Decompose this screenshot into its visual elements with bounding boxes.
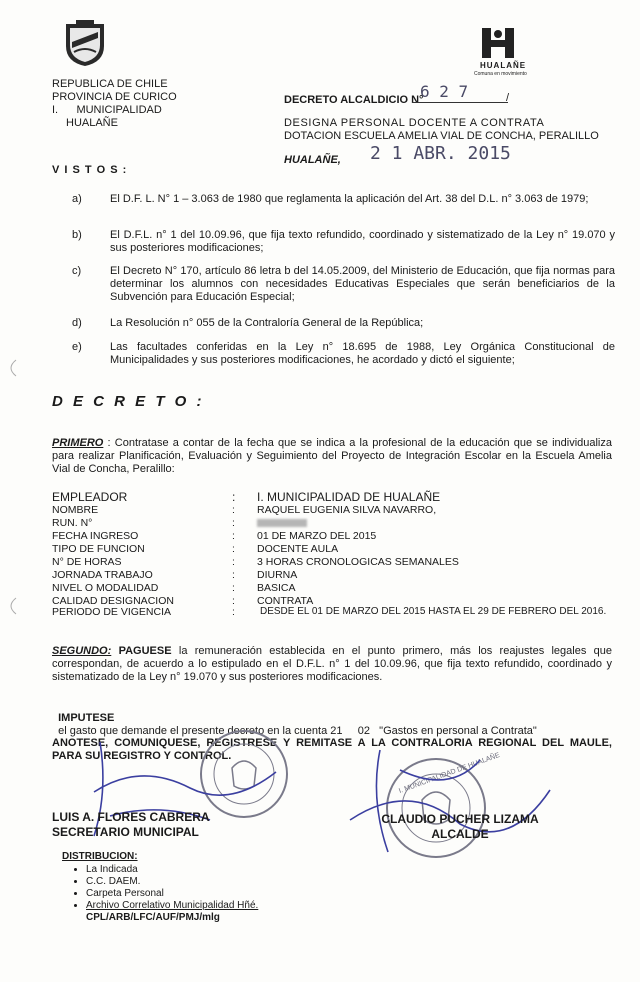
header-line: REPUBLICA DE CHILE [52,78,168,90]
field-row: CALIDAD DESIGNACION : CONTRATA [52,595,314,607]
place-label: HUALAÑE, [284,154,341,166]
segundo-text: la remuneración establecida en el punto primero, más los reajustes legales que correspondan, de acuerdo a lo estipulado en el D.F.L. n° 1 del 10.09.96, que fija texto refundido, coordinado y sistematizado de la Ley n° 19.070 y sus posteriores modificaciones. [52,645,613,683]
header-line: HUALAÑE [66,117,118,129]
field-label: JORNADA TRABAJO [52,569,153,581]
header-line: I. MUNICIPALIDAD [52,104,162,116]
primero-label: PRIMERO [52,437,104,449]
primero-text: : Contratase a contar de la fecha que se indica a la profesional de la educación que se individualiza para realizar Planificación, Evaluación y Seguimiento del Proyecto de Integración Escolar en la Escuela Amelia Vial de Concha, Peralillo: [52,437,612,475]
segundo-label: SEGUNDO: [52,645,112,657]
right-signer-block [372,812,548,842]
field-value: RAQUEL EUGENIA SILVA NAVARRO, [257,504,437,516]
binder-hole-mark [4,358,18,378]
header-left-block [52,78,177,130]
field-row: FECHA INGRESO : 01 DE MARZO DEL 2015 [52,530,377,542]
distribution-initials: CPL/ARB/LFC/AUF/PMJ/mlg [86,912,220,923]
primero-paragraph [52,437,612,476]
decreto-label: DECRETO ALCALDICIO N° [284,94,424,106]
item-letter: a) [72,193,82,205]
decreto-number-slash: / [506,92,510,104]
field-label: TIPO DE FUNCION [52,543,145,555]
imputese-bold: IMPUTESE [58,712,115,724]
subject-line: DOTACION ESCUELA AMELIA VIAL DE CONCHA, PERALILLO [284,130,599,142]
field-label: CALIDAD DESIGNACION [52,595,174,607]
item-letter: d) [72,317,82,329]
distribution-item: • C.C. DAEM. [86,876,258,888]
right-signer-name: CLAUDIO PUCHER LIZAMA [381,812,539,826]
field-row: N° DE HORAS : 3 HORAS CRONOLOGICAS SEMANALES [52,556,459,568]
distribution-title: DISTRIBUCION: [62,851,138,862]
field-label: NIVEL O MODALIDAD [52,582,159,594]
field-value: DIURNA [257,569,298,581]
field-label: N° DE HORAS [52,556,122,568]
field-value: BASICA [257,582,296,594]
right-signer-title: ALCALDE [431,827,489,841]
item-text: El D.F. L. N° 1 – 3.063 de 1980 que reglamenta la aplicación del Art. 38 del D.L. n° 3.063 de 1979; [110,193,589,205]
item-text: Las facultades conferidas en la Ley n° 18.695 de 1988, Ley Orgánica Constitucional de Municipalidades y sus posteriores modificaciones, he acordado y dictó el siguiente; [110,341,615,366]
anotese-paragraph: ANOTESE, COMUNIQUESE, REGISTRESE Y REMITASE A LA CONTRALORIA REGIONAL DEL MAULE, PARA SU REGISTRO Y CONTROL. [52,737,612,762]
decree-date: 2 1 ABR. 2015 [370,143,511,164]
field-value: DOCENTE AULA [257,543,339,555]
distribution-item: • Carpeta Personal [86,888,258,900]
left-signer-block [52,810,210,840]
distribution-block [62,851,258,923]
subject-block [284,117,599,143]
field-row: RUN. N° : [52,517,622,529]
item-text: La Resolución n° 055 de la Contraloría General de la República; [110,317,424,329]
logo-right-subtitle: Comuna en movimiento [474,71,527,77]
distribution-item: • Archivo Correlativo Municipalidad Hñé. [86,900,258,912]
field-label: EMPLEADOR [52,490,128,504]
decreto-number: 6 2 7 [420,82,469,101]
distribution-item: • La Indicada [86,864,258,876]
field-label: PERIODO DE VIGENCIA [52,606,172,618]
item-letter: b) [72,229,82,241]
field-row: NOMBRE : RAQUEL EUGENIA SILVA NAVARRO, [52,504,437,516]
item-text: El D.F.L. n° 1 del 10.09.96, que fija texto refundido, coordinado y sistematizado de la Ley n° 19.070 y sus posteriores modificaciones; [110,229,615,254]
field-value: 01 DE MARZO DEL 2015 [257,530,377,542]
field-label: FECHA INGRESO [52,530,139,542]
item-letter: c) [72,265,82,277]
field-value: DESDE EL 01 DE MARZO DEL 2015 HASTA EL 29 DE FEBRERO DEL 2016. [260,606,607,617]
header-line: PROVINCIA DE CURICO [52,91,177,103]
decreto-title: D E C R E T O : [52,393,205,410]
item-text: El Decreto N° 170, artículo 86 letra b del 14.05.2009, del Ministerio de Educación, que fija normas para determinar los alumnos con necesidades Educativas Especiales que serán beneficiarios de la Subvención para Educación Especial; [110,265,615,303]
field-label: NOMBRE [52,504,99,516]
field-label: RUN. N° [52,517,93,529]
decreto-number-line [412,102,508,103]
imputese-text: el gasto que demande el presente decreto en la cuenta 21 02 "Gastos en personal a Contrata" [58,725,537,737]
signature-right [340,740,560,860]
redacted-run [257,519,307,527]
left-signer-title: SECRETARIO MUNICIPAL [52,825,199,839]
segundo-bold: PAGUESE [118,645,172,657]
field-value: CONTRATA [257,595,314,607]
field-row: PERIODO DE VIGENCIA : DESDE EL 01 DE MARZO DEL 2015 HASTA EL 29 DE FEBRERO DEL 2016. [52,606,607,618]
field-row: TIPO DE FUNCION : DOCENTE AULA [52,543,339,555]
field-row: JORNADA TRABAJO : DIURNA [52,569,298,581]
field-row: NIVEL O MODALIDAD : BASICA [52,582,296,594]
hualane-h-logo [478,26,518,60]
field-row: EMPLEADOR : I. MUNICIPALIDAD DE HUALAÑE [52,490,441,504]
municipal-crest-logo [62,20,108,68]
subject-line: DESIGNA PERSONAL DOCENTE A CONTRATA [284,117,545,129]
left-signer-name: LUIS A. FLORES CABRERA [52,810,210,824]
logo-right-text: HUALAÑE [480,61,527,70]
segundo-paragraph [52,645,612,684]
field-value: I. MUNICIPALIDAD DE HUALAÑE [257,490,441,504]
item-letter: e) [72,341,82,353]
stamp-text: I. MUNICIPALIDAD DE HUALAÑE [398,751,501,796]
vistos-title: V I S T O S : [52,164,128,176]
field-value: 3 HORAS CRONOLOGICAS SEMANALES [257,556,459,568]
binder-hole-mark [4,596,18,616]
